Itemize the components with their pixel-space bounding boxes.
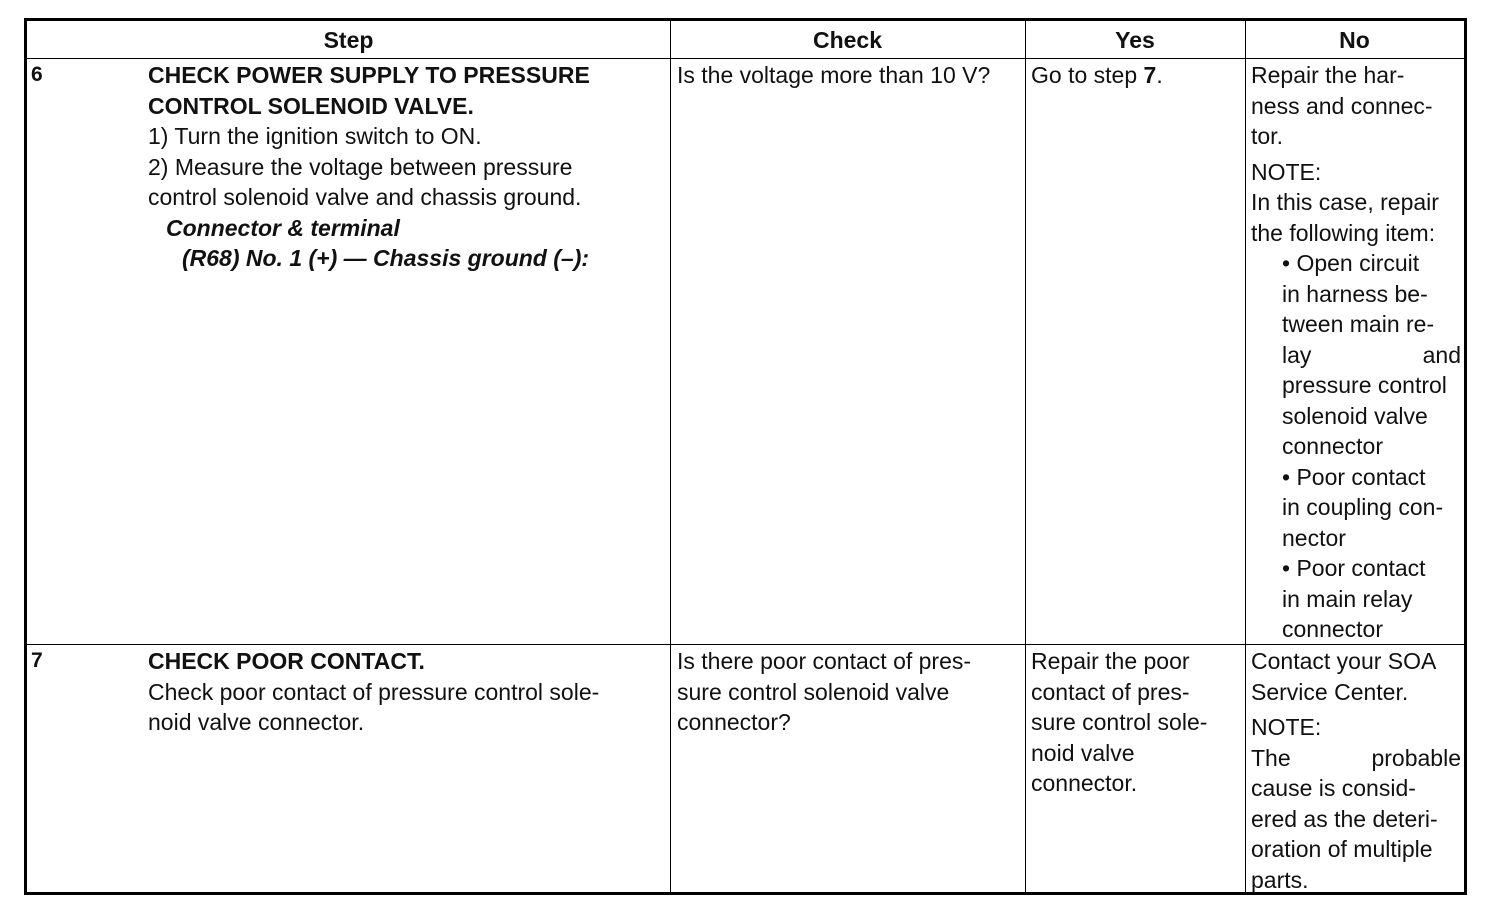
bullet-item: [1251, 462, 1461, 554]
header-check: Check: [812, 27, 883, 53]
note-text: the following item:: [1251, 219, 1436, 246]
row-divider: [27, 644, 1464, 645]
note-text: In this case, repair: [1251, 189, 1439, 215]
no-text: tor.: [1251, 123, 1283, 149]
step-instruction: control solenoid valve and chassis ground.: [148, 184, 582, 210]
note-text: ered as the deteri-: [1251, 805, 1438, 832]
no-text: Service Center.: [1251, 678, 1409, 705]
no-text: ness and connec-: [1251, 92, 1433, 119]
check-line: Is there poor contact of pres-: [677, 648, 972, 674]
yes-text: Go to step: [1031, 62, 1144, 88]
note-label: NOTE:: [1251, 158, 1322, 185]
step-title: CHECK POOR CONTACT.: [148, 648, 425, 674]
bullet-item: [1251, 553, 1461, 645]
yes-action: [1031, 60, 1243, 91]
bullet-line: • Open circuit: [1282, 250, 1420, 276]
bullet-line: in main relay: [1282, 585, 1413, 612]
bullet-line: in harness be-: [1282, 280, 1428, 307]
step-number: 7: [31, 649, 43, 672]
step-number: 6: [31, 63, 43, 86]
diagnostic-table: [24, 18, 1467, 895]
header-yes: Yes: [1115, 27, 1155, 53]
yes-text: .: [1156, 62, 1163, 88]
no-action: [1251, 646, 1461, 895]
bullet-line: connector: [1282, 433, 1384, 459]
spec-value: (R68) No. 1 (+) — Chassis ground (–):: [182, 245, 590, 271]
step-instruction: 1) Turn the ignition switch to ON.: [148, 123, 482, 149]
no-text: Repair the har-: [1251, 62, 1405, 88]
step-7-cell: [148, 646, 668, 738]
column-divider: [1245, 21, 1246, 892]
yes-line: connector.: [1031, 770, 1138, 796]
step-title: CONTROL SOLENOID VALVE.: [148, 92, 474, 119]
bullet-item: [1251, 248, 1461, 462]
note-text: The probable: [1251, 744, 1461, 771]
step-description: Check poor contact of pressure control sole-: [148, 678, 600, 705]
header-no: No: [1339, 27, 1370, 53]
check-line: sure control solenoid valve: [677, 678, 950, 705]
no-text: Contact your SOA: [1251, 648, 1437, 674]
bullet-line: lay and: [1282, 341, 1461, 368]
check-line: connector?: [677, 709, 791, 735]
note-text: oration of multiple: [1251, 836, 1433, 862]
yes-line: sure control sole-: [1031, 709, 1208, 735]
bullet-line: in coupling con-: [1282, 494, 1444, 520]
yes-action: [1031, 646, 1243, 799]
bullet-line: nector: [1282, 524, 1346, 551]
step-description: noid valve connector.: [148, 709, 365, 735]
yes-line: noid valve: [1031, 739, 1135, 766]
bullet-line: connector: [1282, 616, 1384, 642]
note-label: NOTE:: [1251, 714, 1322, 740]
header-step: Step: [323, 27, 374, 53]
column-divider: [1025, 21, 1026, 892]
bullet-line: pressure control: [1282, 372, 1447, 398]
step-instruction: 2) Measure the voltage between pressure: [148, 153, 573, 180]
step-6-cell: [148, 60, 668, 274]
step-title: CHECK POWER SUPPLY TO PRESSURE: [148, 62, 590, 88]
note-text: parts.: [1251, 866, 1309, 893]
bullet-line: tween main re-: [1282, 311, 1435, 337]
check-question: Is the voltage more than 10 V?: [677, 62, 991, 88]
step-reference: 7: [1143, 62, 1157, 88]
spec-label: Connector & terminal: [166, 214, 400, 241]
note-text: cause is consid-: [1251, 775, 1416, 801]
bullet-line: solenoid valve: [1282, 402, 1428, 429]
bullet-line: • Poor contact: [1282, 463, 1426, 490]
check-question: [677, 646, 1022, 738]
yes-line: contact of pres-: [1031, 678, 1190, 705]
column-divider: [670, 21, 671, 892]
yes-line: Repair the poor: [1031, 648, 1190, 674]
no-action: [1251, 60, 1461, 645]
bullet-line: • Poor contact: [1282, 555, 1426, 581]
